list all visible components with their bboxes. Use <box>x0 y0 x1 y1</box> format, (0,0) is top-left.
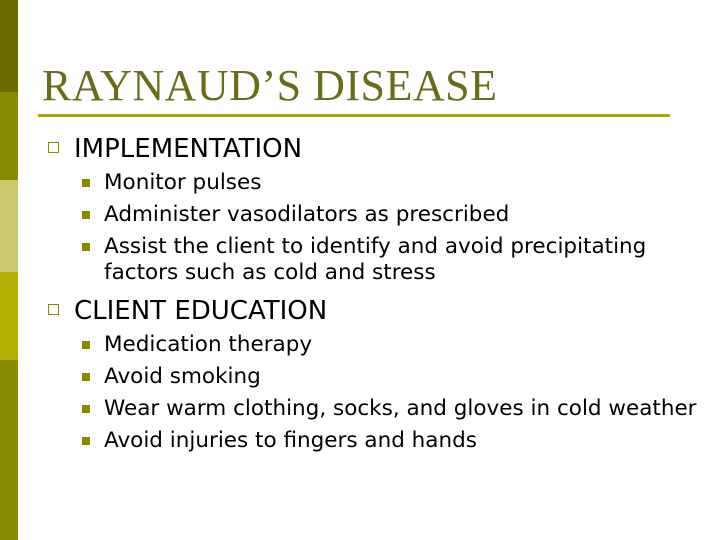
bullet-list <box>48 332 708 454</box>
list-item-text: Assist the client to identify and avoid precipitating factors such as cold and stress <box>104 234 647 285</box>
list-item <box>48 234 708 286</box>
square-bullet-icon <box>82 179 90 187</box>
list-item <box>48 332 708 358</box>
list-item-text: Monitor pulses <box>104 170 262 195</box>
section-heading-text: CLIENT EDUCATION <box>74 296 328 326</box>
list-item-text: Avoid injuries to fingers and hands <box>104 428 477 453</box>
section-heading <box>48 292 708 330</box>
square-bullet-icon <box>82 211 90 219</box>
section-heading-text: IMPLEMENTATION <box>74 134 303 164</box>
square-bullet-icon <box>48 304 59 315</box>
section-implementation <box>48 130 708 286</box>
list-item <box>48 396 708 422</box>
list-item-text: Wear warm clothing, socks, and gloves in cold weather <box>104 396 697 421</box>
section-client-education <box>48 292 708 454</box>
sidebar-segment-5 <box>0 360 18 540</box>
square-bullet-icon <box>82 341 90 349</box>
title-underline <box>38 114 670 117</box>
square-bullet-icon <box>82 437 90 445</box>
list-item-text: Avoid smoking <box>104 364 261 389</box>
list-item <box>48 202 708 228</box>
list-item <box>48 428 708 454</box>
bullet-list <box>48 170 708 286</box>
square-bullet-icon <box>82 405 90 413</box>
sidebar-segment-1 <box>0 0 18 92</box>
list-item-text: Administer vasodilators as prescribed <box>104 202 510 227</box>
square-bullet-icon <box>82 373 90 381</box>
sidebar-segment-4 <box>0 272 18 360</box>
list-item <box>48 170 708 196</box>
list-item-text: Medication therapy <box>104 332 313 357</box>
section-heading <box>48 130 708 168</box>
square-bullet-icon <box>48 142 59 153</box>
list-item <box>48 364 708 390</box>
sidebar-segment-2 <box>0 92 18 180</box>
slide-title: RAYNAUD’S DISEASE <box>42 61 498 110</box>
slide-content <box>48 126 708 460</box>
sidebar-segment-3 <box>0 180 18 272</box>
square-bullet-icon <box>82 243 90 251</box>
